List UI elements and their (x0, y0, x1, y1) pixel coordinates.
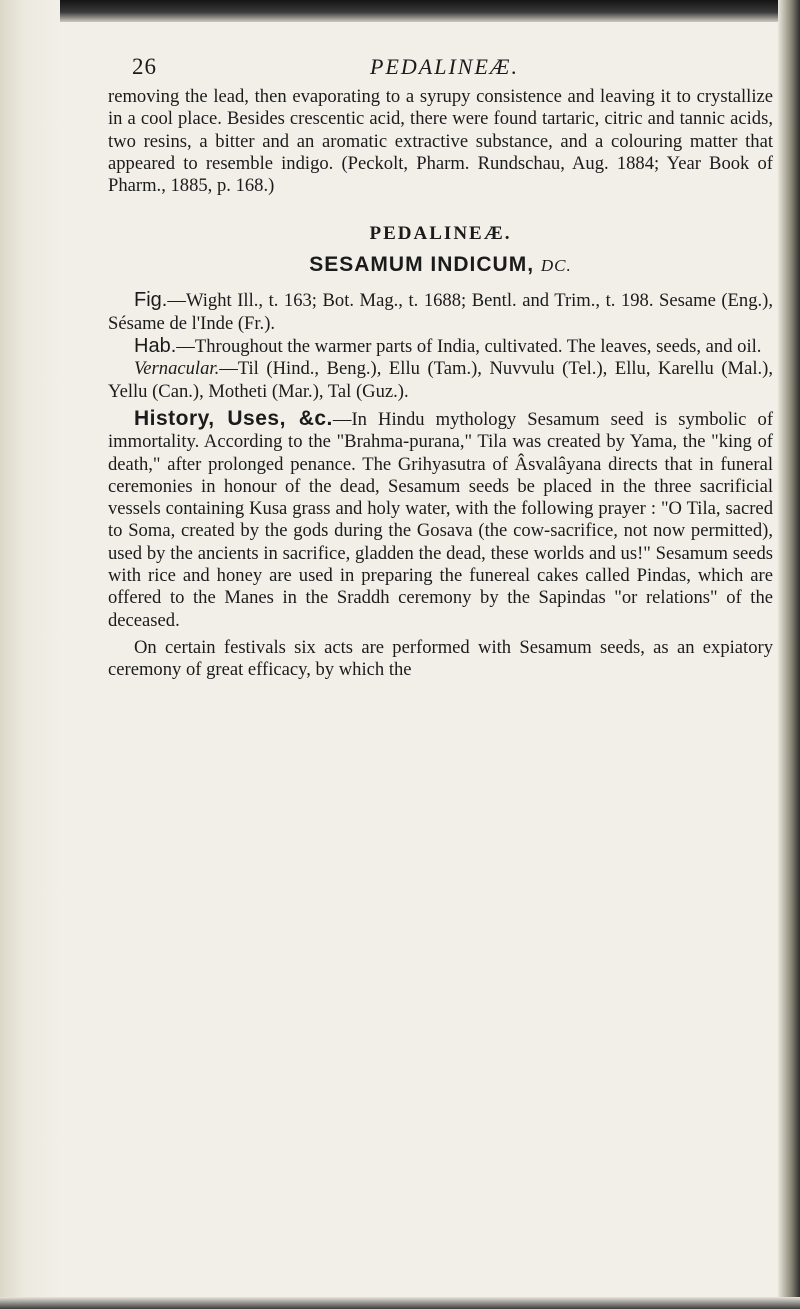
fig-text: —Wight Ill., t. 163; Bot. Mag., t. 1688; Bentl. and Trim., t. 198. Sesame (Eng.), Sésame de l'Inde (Fr.). (108, 290, 773, 334)
running-head: PEDALINEÆ. (370, 54, 519, 79)
history-text: —In Hindu mythology Sesamum seed is symbolic of immortality. According to the "Brahma-purana," Tila was created by Yama, the "king of death," after prolonged penance. The Grihyasutra of Âsvalâyana directs that in funeral ceremonies in honour of the dead, Sesamum seeds be placed in the three sacrificial vessels containing Kusa grass and holy water, with the following prayer : "O Tila, sacred to Soma, created by the gods during the Gosava (the cow-sacrifice, not now permitted), used by the ancients in sacrifice, gladden the dead, these worlds and us!" Sesamum seeds with rice and honey are used in preparing the funereal cakes called Pindas, which are offered to the Manes in the Sraddh ceremony by the Sapindas "or relations" of the deceased. (108, 408, 774, 631)
fig-label: Fig. (134, 289, 168, 312)
final-paragraph: On certain festivals six acts are performed with Sesamum seeds, as an expiatory ceremony of great efficacy, by which the (108, 636, 773, 681)
hab-text: —Throughout the warmer parts of India, cultivated. The leaves, seeds, and oil. (176, 336, 762, 358)
history-paragraph (108, 408, 773, 632)
page-bottom-edge (0, 1297, 800, 1309)
page-top-edge (0, 0, 800, 22)
species-author: DC. (540, 256, 572, 276)
hab-label: Hab. (134, 335, 177, 358)
vernacular-label: Vernacular. (134, 358, 220, 380)
section-title: PEDALINEÆ. (369, 223, 512, 245)
species-name: SESAMUM INDICUM, (309, 253, 535, 277)
vernacular-text: —Til (Hind., Beng.), Ellu (Tam.), Nuvvulu (Tel.), Ellu, Karellu (Mal.), Yellu (Can.), Motheti (Mar.), Tal (Guz.). (108, 358, 773, 402)
hab-paragraph (108, 335, 773, 358)
intro-paragraph: removing the lead, then evaporating to a syrupy consistence and leaving it to crystallize in a cool place. Besides crescentic acid, there were found tartaric, citric and tannic acids, two resins, a bitter and an aromatic extractive substance, and a colouring matter that appeared to resemble indigo. (Peckolt, Pharm. Rundschau, Aug. 1884; Year Book of Pharm., 1885, p. 168.) (108, 86, 773, 197)
history-label: History, Uses, &c. (134, 406, 333, 430)
page-header (108, 34, 773, 86)
vernacular-paragraph (108, 358, 773, 403)
fig-paragraph (108, 289, 773, 335)
species-heading (108, 253, 773, 277)
page-content (108, 34, 773, 682)
page-binding-shadow (0, 0, 60, 1309)
page-right-edge (778, 0, 800, 1309)
page-number: 26 (132, 54, 157, 79)
